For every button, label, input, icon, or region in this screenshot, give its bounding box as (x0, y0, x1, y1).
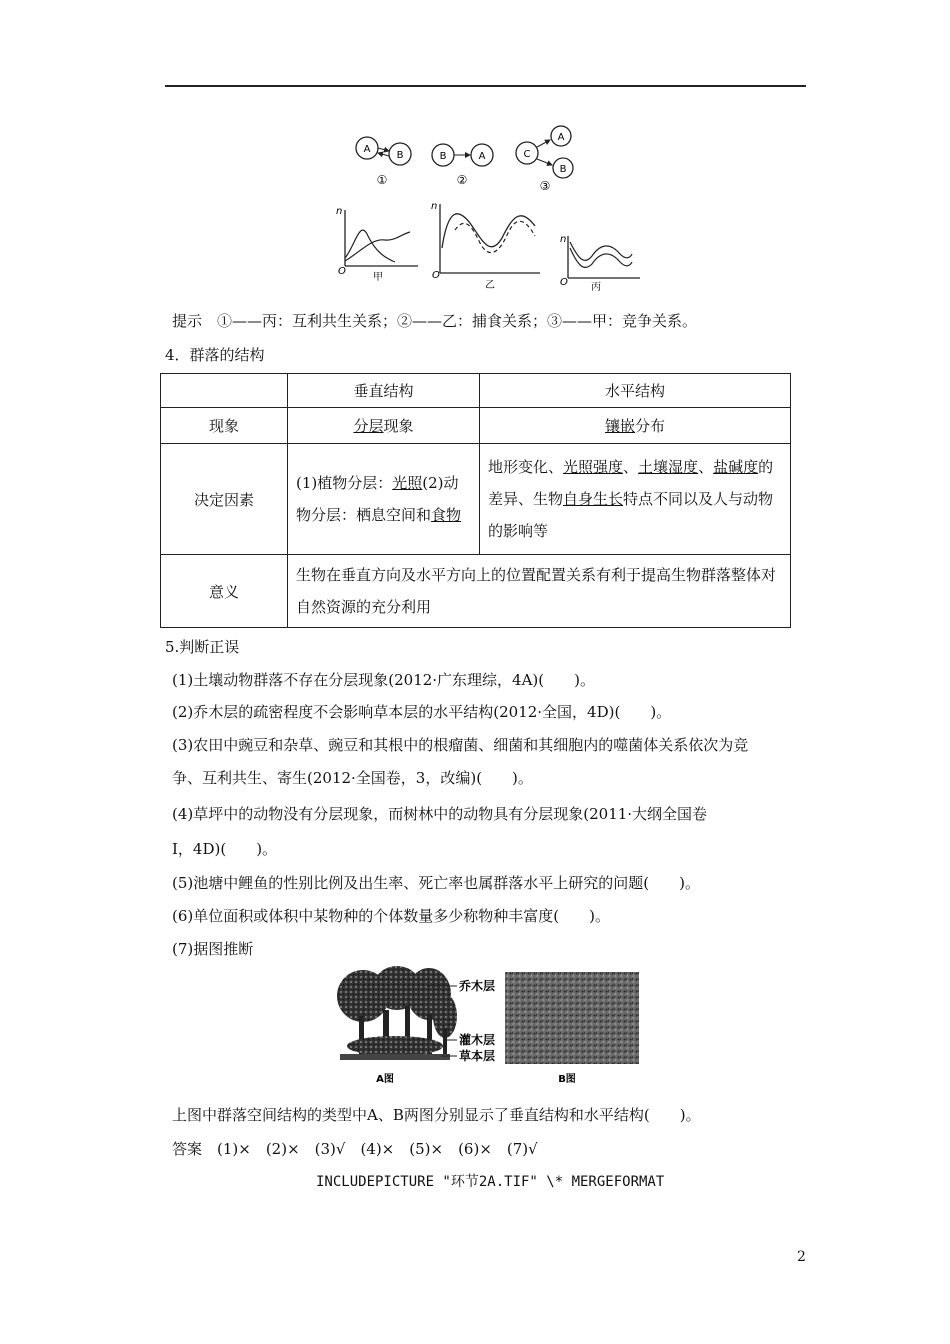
header-empty (161, 374, 288, 408)
page-number: 2 (797, 1249, 806, 1265)
vertical-phenomenon (288, 408, 480, 444)
diagram2-right-label: A (478, 151, 486, 162)
judge-item-4-cont: Ⅰ，4D)( )。 (172, 840, 278, 858)
vertical-factors-food: 食物 (431, 506, 462, 524)
horizontal-factors (480, 444, 791, 555)
figure-b-caption: B图 (558, 1074, 576, 1085)
judge-item-7: (7)据图推断 (172, 940, 254, 958)
horizontal-factors-growth: 自身生长 (563, 490, 624, 508)
judge-item-5: (5)池塘中鲤鱼的性别比例及出生率、死亡率也属群落水平上研究的问题( )。 (172, 874, 700, 892)
table-row-phenomenon (161, 408, 791, 444)
field-code-text: INCLUDEPICTURE "环节2A.TIF" \* MERGEFORMAT (316, 1174, 665, 1190)
layer-label-tree: 乔木层 (459, 979, 496, 993)
judge-item-3: (3)农田中豌豆和杂草、豌豆和其根中的根瘤菌、细菌和其细胞内的噬菌体关系依次为竞 (172, 736, 749, 754)
diagram2-caption: ② (456, 173, 468, 187)
diagram1-caption: ① (376, 173, 388, 187)
diagram-predation (432, 144, 493, 187)
graph1-caption: 甲 (373, 272, 383, 283)
header-rule (165, 85, 806, 87)
significance-text: 生物在垂直方向及水平方向上的位置配置关系有利于提高生物群落整体对自然资源的充分利用 (288, 555, 791, 628)
horizontal-factors-p3: 特点不同以及人与动物的影响等 (488, 490, 774, 540)
vertical-phenomenon-rest: 现象 (383, 417, 414, 435)
graph1-ylabel: n (336, 206, 343, 217)
layer-label-herb: 草本层 (459, 1049, 496, 1063)
horizontal-phenomenon-rest: 分布 (635, 417, 666, 435)
layer-label-shrub: 灌木层 (459, 1033, 496, 1047)
graph3-ylabel: n (560, 234, 567, 245)
diagram1-left-label: A (363, 144, 371, 155)
horizontal-factors-light: 光照强度 (563, 458, 624, 476)
community-layers-svg (335, 966, 640, 1090)
community-layers-figure (335, 966, 640, 1090)
diagram3-source-label: C (523, 149, 531, 160)
relationship-figure-svg (330, 118, 650, 298)
judge-item-4: (4)草坪中的动物没有分层现象，而树林中的动物具有分层现象(2011·大纲全国卷 (172, 805, 708, 823)
horizontal-factors-salinity: 盐碱度 (713, 458, 759, 476)
hint-text: 提示 ①——丙：互利共生关系；②——乙：捕食关系；③——甲：竞争关系。 (172, 312, 698, 330)
horizontal-phenomenon-key: 镶嵌 (604, 417, 635, 435)
vertical-phenomenon-key: 分层 (353, 417, 384, 435)
judge-item-3-cont: 争、互利共生、寄生(2012·全国卷，3，改编)( )。 (172, 769, 533, 787)
horizontal-factors-sep2: 、 (698, 458, 714, 476)
row-label-significance: 意义 (161, 555, 288, 628)
graph2-origin: O (432, 270, 440, 281)
graph2-caption: 乙 (485, 280, 495, 291)
graph-yi (431, 201, 540, 291)
table-header-row (161, 374, 791, 408)
graph1-origin: O (338, 266, 346, 277)
section5-title: 5.判断正误 (165, 638, 240, 656)
horizontal-factors-sep1: 、 (623, 458, 639, 476)
row-label-phenomenon: 现象 (161, 408, 288, 444)
table-row-significance (161, 555, 791, 628)
horizontal-factors-p2: 的差异、生物 (488, 458, 774, 508)
vertical-factors-p2: (2)动物分层：栖息空间和 (296, 474, 459, 524)
horizontal-phenomenon (480, 408, 791, 444)
vertical-factors (288, 444, 480, 555)
section4-title: 4．群落的结构 (165, 346, 265, 364)
community-structure-table (160, 373, 791, 628)
diagram2-left-label: B (439, 151, 447, 162)
horizontal-factors-p1: 地形变化、 (488, 458, 564, 476)
horizontal-factors-humidity: 土壤湿度 (638, 458, 699, 476)
diagram-competition (516, 126, 573, 193)
diagram-mutualism (356, 137, 411, 187)
judge-item-1: (1)土壤动物群落不存在分层现象(2012·广东理综，4A)( )。 (172, 671, 595, 689)
header-vertical: 垂直结构 (288, 374, 480, 408)
graph-jia (336, 206, 418, 283)
answer-key: 答案 (1)× (2)× (3)√ (4)× (5)× (6)× (7)√ (172, 1140, 538, 1158)
diagram3-top-label: A (557, 132, 565, 143)
forest-picture (337, 966, 495, 1085)
figure-a-caption: A图 (376, 1074, 394, 1085)
graph2-ylabel: n (431, 201, 438, 212)
vertical-factors-light: 光照 (392, 474, 423, 492)
header-horizontal: 水平结构 (480, 374, 791, 408)
judge-item-2: (2)乔木层的疏密程度不会影响草本层的水平结构(2012·全国，4D)( )。 (172, 703, 672, 721)
diagram3-caption: ③ (539, 179, 551, 193)
relationship-figure (330, 118, 650, 298)
graph3-origin: O (560, 277, 568, 288)
diagram1-right-label: B (396, 150, 404, 161)
table-row-factors (161, 444, 791, 555)
question-7-text: 上图中群落空间结构的类型中A、B两图分别显示了垂直结构和水平结构( )。 (172, 1106, 701, 1124)
graph3-caption: 丙 (591, 282, 601, 293)
diagram3-bottom-label: B (559, 164, 567, 175)
judge-item-6: (6)单位面积或体积中某物种的个体数量多少称物种丰富度( )。 (172, 907, 610, 925)
graph-bing (560, 234, 640, 293)
row-label-factors: 决定因素 (161, 444, 288, 555)
vertical-factors-p1: (1)植物分层： (296, 474, 393, 492)
grassland-picture (505, 972, 639, 1085)
